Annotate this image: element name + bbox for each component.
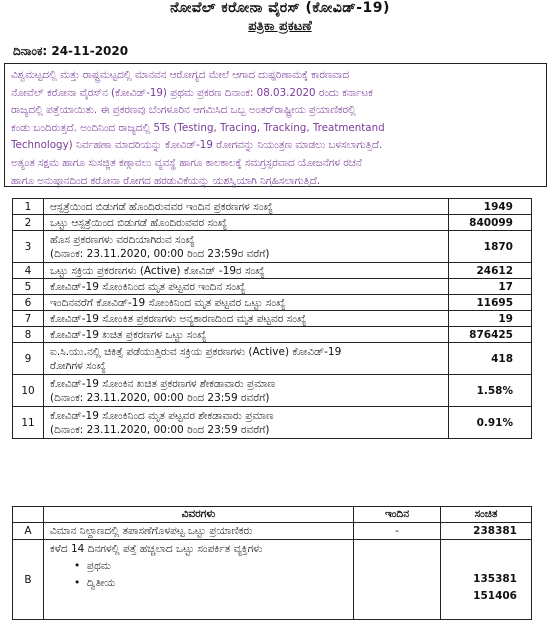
stats-description-line: ಕೋವಿಡ್-19 ಖಚಿತ ಪ್ರಕರಣಗಳ ಒಟ್ಟು ಸಂಖ್ಯೆ xyxy=(50,328,207,341)
stats-row-description xyxy=(44,263,449,279)
row-b-total-1: 135381 xyxy=(473,573,517,585)
stats-description-line: ಆಸ್ಪತ್ರೆಯಿಂದ ಬಿಡುಗಡೆ ಹೊಂದಿರುವವರ ಇಂದಿನ ಪ್ರಕರಣಗಳ ಸಂಖ್ಯೆ xyxy=(50,200,273,213)
page-subtitle xyxy=(0,19,560,35)
stats-row-description xyxy=(44,279,449,295)
stats-description-line: (ದಿನಾಂಕ: 23.11.2020, 00:00 ರಿಂದ 23:59 ರವರೆಗೆ) xyxy=(50,423,270,436)
row-b-text: ಕಳೆದ 14 ದಿನಗಳಲ್ಲಿ ಪತ್ತೆ ಹಚ್ಚಲಾದ ಒಟ್ಟು ಸಂಪರ್ಕಿತ ವ್ಯಕ್ತಿಗಳು xyxy=(50,543,263,555)
press-date: ದಿನಾಂಕ: 24-11-2020 xyxy=(13,44,129,58)
stats-row-number: 6 xyxy=(13,295,44,311)
stats-row-value: 840099 xyxy=(449,215,532,231)
stats-row-description xyxy=(44,343,449,375)
stats-row-description xyxy=(44,327,449,343)
notice-line: Technology) ನಿರ್ವಹಣಾ ಮಾದರಿಯನ್ನು ಕೋವಿಡ್-19 ರೋಗವನ್ನು ನಿಯಂತ್ರಣ ಮಾಡಲು ಬಳಸಲಾಗುತ್ತಿದೆ. xyxy=(11,139,383,152)
stats-row-number: 4 xyxy=(13,263,44,279)
row-a-label: A xyxy=(13,523,44,540)
details-header-total: ಸಂಚಿತ xyxy=(441,507,532,523)
stats-description-line: ಐ.ಸಿ.ಯು.ನಲ್ಲಿ ಚಿಕಿತ್ಸೆ ಪಡೆಯುತ್ತಿರುವ ಸಕ್ರಿಯ ಪ್ರಕರಣಗಳು (Active) ಕೋವಿಡ್-19 xyxy=(50,345,342,358)
stats-row-description xyxy=(44,199,449,215)
stats-description-line: ರೋಗಿಗಳ ಸಂಖ್ಯೆ xyxy=(50,359,106,372)
page-title: ನೋವೆಲ್ ಕರೋನಾ ವೈರಸ್ (ಕೋವಿಡ್-19) xyxy=(170,0,390,16)
stats-row-value: 17 xyxy=(449,279,532,295)
stats-row-number: 10 xyxy=(13,375,44,407)
notice-box xyxy=(4,63,547,187)
stats-row-value: 0.91% xyxy=(449,407,532,439)
row-a-today: - xyxy=(354,523,441,540)
stats-description-line: ಒಟ್ಟು ಸಕ್ರಿಯ ಪ್ರಕರಣಗಳು (Active) ಕೋವಿಡ್ -19ರ ಸಂಖ್ಯೆ xyxy=(50,264,265,277)
stats-description-line: ಹೊಸ ಪ್ರಕರಣಗಳು ವರದಿಯಾಗಿರುವ ಸಂಖ್ಯೆ xyxy=(50,233,195,246)
stats-description-line: ಒಟ್ಟು ಆಸ್ಪತ್ರೆಯಿಂದ ಬಿಡುಗಡೆ ಹೊಂದಿರುವವರ ಸಂಖ್ಯೆ xyxy=(50,216,228,229)
stats-row xyxy=(13,375,532,407)
details-header-row xyxy=(13,507,532,523)
row-b-bullet-1: ಪ್ರಥಮ xyxy=(86,560,111,572)
stats-row-number: 11 xyxy=(13,407,44,439)
row-b-text-cell xyxy=(44,540,354,620)
row-b-bullet: • ಪ್ರಥಮ xyxy=(74,560,111,572)
notice-line: ಕಂಡು ಬಂದಿರುತ್ತದೆ. ಅಂದಿನಿಂದ ರಾಜ್ಯದಲ್ಲಿ 5Ts (Testing, Tracing, Tracking, Treatmentand xyxy=(11,121,385,134)
notice-line: ನೋವೆಲ್ ಕರೋನಾ ವೈರಸ್‌ನ (ಕೋವಿಡ್-19) ಪ್ರಥಮ ಪ್ರಕರಣ ದಿನಾಂಕ: 08.03.2020 ರಂದು ಕರ್ನಾಟಕ xyxy=(11,86,373,99)
stats-row-number: 1 xyxy=(13,199,44,215)
stats-row-value: 24612 xyxy=(449,263,532,279)
stats-table xyxy=(12,198,532,439)
stats-description-line: ಕೋವಿಡ್-19 ಸೋಂಕಿನಿಂದ ಮೃತ ಪಟ್ಟವರ ಇಂದಿನ ಸಂಖ್ಯೆ xyxy=(50,280,246,293)
details-header-item: ವಿವರಗಳು xyxy=(44,507,354,523)
stats-description-line: ಕೋವಿಡ್-19 ಸೋಂಕಿತ ಪ್ರಕರಣಗಳು ಅನ್ಯಕಾರಣದಿಂದ ಮೃತ ಪಟ್ಟವರ ಸಂಖ್ಯೆ xyxy=(50,312,307,325)
stats-row-description xyxy=(44,311,449,327)
stats-description-line: ಕೋವಿಡ್-19 ಸೋಂಕಿನ ಖಚಿತ ಪ್ರಕರಣಗಳ ಶೇಕಡಾವಾರು ಪ್ರಮಾಣ xyxy=(50,377,276,390)
stats-description-line: (ದಿನಾಂಕ: 23.11.2020, 00:00 ರಿಂದ 23:59ರ ವರೆಗೆ) xyxy=(50,247,270,260)
stats-row-number: 5 xyxy=(13,279,44,295)
stats-row xyxy=(13,407,532,439)
stats-row-description xyxy=(44,215,449,231)
stats-row-value: 11695 xyxy=(449,295,532,311)
stats-row xyxy=(13,311,532,327)
stats-row xyxy=(13,231,532,263)
row-a-text: ವಿಮಾನ ನಿಲ್ದಾಣದಲ್ಲಿ ತಪಾಸಣೆಗೊಳಪಟ್ಟ ಒಟ್ಟು ಪ್ರಯಾಣಿಕರು xyxy=(44,523,354,540)
details-row-b xyxy=(13,540,532,620)
details-table xyxy=(12,506,532,620)
row-b-totals xyxy=(441,540,532,620)
notice-line: ಅತ್ಯಂತ ಸಕ್ಷಮ ಹಾಗೂ ಸುಸಜ್ಜಿತ ಕಣ್ಗಾವಲು ವ್ಯವಸ್ಥೆ ಹಾಗೂ ಕಾಲಕಾಲಕ್ಕೆ ಸಮಗ್ರಸ್ಪರವಾದ ಯೋಜನೆಗಳ ರಚನೆ xyxy=(11,156,362,169)
stats-row-value: 19 xyxy=(449,311,532,327)
subtitle-text: ಪತ್ರಿಕಾ ಪ್ರಕಟಣೆ xyxy=(248,19,312,34)
stats-row xyxy=(13,295,532,311)
stats-row xyxy=(13,215,532,231)
stats-row-description xyxy=(44,295,449,311)
row-b-today xyxy=(354,540,441,620)
stats-row-value: 418 xyxy=(449,343,532,375)
stats-description-line: ಕೋವಿಡ್-19 ಸೋಂಕಿನಿಂದ ಮೃತ ಪಟ್ಟವರ ಶೇಕಡಾವಾರು ಪ್ರಮಾಣ xyxy=(50,409,274,422)
notice-line: ಹಾಗೂ ಅನುಷ್ಠಾನದಿಂದ ಕರೋನಾ ರೋಗದ ಹರಡುವಿಕೆಯನ್ನು ಯಶಸ್ವಿಯಾಗಿ ನಿಗ್ರಹಿಸಲಾಗುತ್ತಿದೆ. xyxy=(11,174,321,187)
stats-row xyxy=(13,263,532,279)
details-header-today: ಇಂದಿನ xyxy=(354,507,441,523)
stats-row-value: 1.58% xyxy=(449,375,532,407)
row-b-total-2: 151406 xyxy=(473,590,517,602)
stats-row xyxy=(13,343,532,375)
stats-row-number: 9 xyxy=(13,343,44,375)
stats-row-number: 3 xyxy=(13,231,44,263)
stats-row-description xyxy=(44,407,449,439)
row-b-bullet-2: ದ್ವಿತೀಯ xyxy=(86,577,116,589)
stats-row-value: 876425 xyxy=(449,327,532,343)
stats-row-number: 8 xyxy=(13,327,44,343)
stats-description-line: ಇಂದಿನವರೆಗೆ ಕೋವಿಡ್-19 ಸೋಂಕಿನಿಂದ ಮೃತ ಪಟ್ಟವರ ಒಟ್ಟು ಸಂಖ್ಯೆ xyxy=(50,296,286,309)
stats-row-description xyxy=(44,375,449,407)
notice-line: ರಾಜ್ಯದಲ್ಲಿ ಪತ್ತೆಯಾಯಿತು. ಈ ಪ್ರಕರಣವು ಬೆಂಗಳೂರಿನ ಆಗಮಿಸಿದ ಒಬ್ಬ ಅಂತರ್‌ರಾಷ್ಟ್ರೀಯ ಪ್ರಯಾಣಿಕರಲ್ಲಿ xyxy=(11,104,356,117)
stats-row-number: 7 xyxy=(13,311,44,327)
stats-description-line: (ದಿನಾಂಕ: 23.11.2020, 00:00 ರಿಂದ 23:59 ರವರೆಗೆ) xyxy=(50,391,270,404)
notice-line: ವಿಶ್ವಮಟ್ಟದಲ್ಲಿ ಮತ್ತು ರಾಷ್ಟ್ರಮಟ್ಟದಲ್ಲಿ ಮಾನವನ ಆರೋಗ್ಯದ ಮೇಲೆ ಆಗಾದ ದುಷ್ಪರಿಣಾಮಕ್ಕೆ ಕಾರಣವಾದ xyxy=(11,69,350,81)
stats-row-value: 1949 xyxy=(449,199,532,215)
stats-row-description xyxy=(44,231,449,263)
stats-row xyxy=(13,279,532,295)
row-b-bullet: • ದ್ವಿತೀಯ xyxy=(74,577,116,589)
details-header-blank xyxy=(13,507,44,523)
stats-row-value: 1870 xyxy=(449,231,532,263)
row-a-total: 238381 xyxy=(441,523,532,540)
details-row-a xyxy=(13,523,532,540)
stats-row xyxy=(13,327,532,343)
stats-row xyxy=(13,199,532,215)
row-b-label: B xyxy=(13,540,44,620)
stats-row-number: 2 xyxy=(13,215,44,231)
